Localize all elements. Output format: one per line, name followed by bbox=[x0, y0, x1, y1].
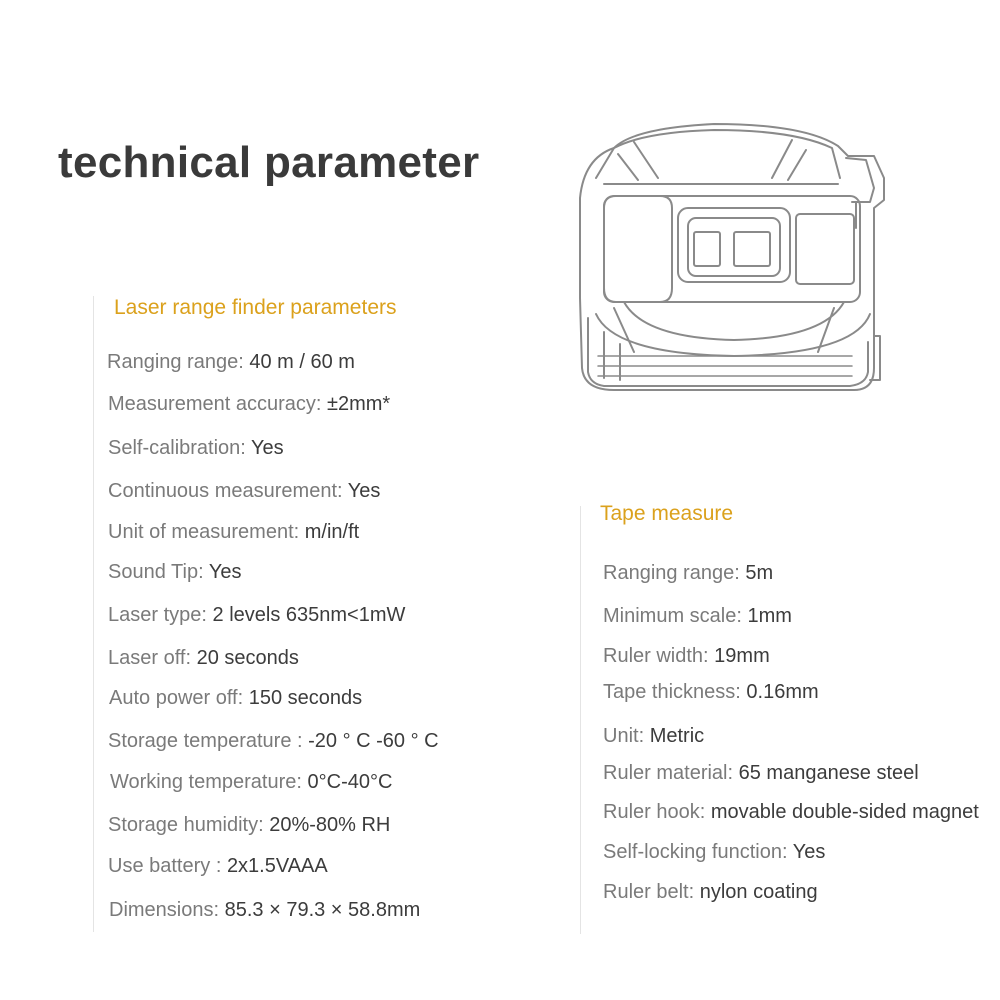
row-value: 2x1.5VAAA bbox=[226, 855, 328, 877]
row-value: Metric bbox=[649, 725, 705, 747]
row-value: Yes bbox=[208, 561, 242, 583]
row-label: Tape thickness: bbox=[603, 681, 747, 703]
row-value: ±2mm* bbox=[326, 393, 391, 415]
tape-section-divider bbox=[580, 506, 581, 934]
laser-row-ranging-range bbox=[107, 351, 355, 374]
row-value: 65 manganese steel bbox=[738, 762, 919, 784]
row-label: Unit of measurement: bbox=[108, 521, 305, 543]
page-title: technical parameter bbox=[58, 138, 480, 187]
laser-row-continuous bbox=[108, 480, 380, 503]
row-value: Yes bbox=[347, 480, 381, 502]
row-label: Use battery : bbox=[108, 855, 227, 877]
row-value: m/in/ft bbox=[304, 521, 360, 543]
tape-row-tape-thickness bbox=[603, 681, 819, 704]
row-label: Laser off: bbox=[108, 647, 197, 669]
tape-row-ruler-hook bbox=[603, 801, 979, 824]
row-label: Continuous measurement: bbox=[108, 480, 348, 502]
row-value: 150 seconds bbox=[248, 687, 363, 709]
tape-row-ruler-width bbox=[603, 645, 770, 668]
laser-row-laser-type bbox=[108, 604, 405, 627]
row-label: Minimum scale: bbox=[603, 605, 748, 627]
tape-section-heading: Tape measure bbox=[600, 502, 734, 525]
tape-row-unit bbox=[603, 725, 704, 748]
row-value: 1mm bbox=[747, 605, 792, 627]
laser-row-auto-power-off bbox=[109, 687, 362, 710]
row-label: Ranging range: bbox=[603, 562, 746, 584]
row-label: Storage humidity: bbox=[108, 814, 270, 836]
tape-row-minimum-scale bbox=[603, 605, 792, 628]
laser-row-accuracy bbox=[108, 393, 390, 416]
laser-row-sound-tip bbox=[108, 561, 241, 584]
row-label: Ruler material: bbox=[603, 762, 739, 784]
row-label: Ruler width: bbox=[603, 645, 715, 667]
row-label: Dimensions: bbox=[109, 899, 225, 921]
laser-row-laser-off bbox=[108, 647, 299, 670]
row-value: 5m bbox=[745, 562, 774, 584]
row-value: nylon coating bbox=[699, 881, 818, 903]
row-label: Laser type: bbox=[108, 604, 213, 626]
laser-row-unit bbox=[108, 521, 359, 544]
row-value: Yes bbox=[792, 841, 826, 863]
laser-row-self-calibration bbox=[108, 437, 284, 460]
laser-section-divider bbox=[93, 296, 94, 932]
tape-row-self-locking bbox=[603, 841, 825, 864]
row-label: Storage temperature : bbox=[108, 730, 309, 752]
row-value: 40 m / 60 m bbox=[249, 351, 355, 373]
tape-measure-icon bbox=[574, 118, 894, 408]
row-value: 20%-80% RH bbox=[269, 814, 391, 836]
laser-row-battery bbox=[108, 855, 328, 878]
laser-section-heading: Laser range finder parameters bbox=[114, 296, 397, 319]
row-value: movable double-sided magnet bbox=[710, 801, 979, 823]
tape-row-ranging-range bbox=[603, 562, 773, 585]
row-value: Yes bbox=[251, 437, 284, 459]
row-value: -20 ° C -60 ° C bbox=[308, 730, 439, 752]
row-label: Ruler hook: bbox=[603, 801, 711, 823]
row-label: Auto power off: bbox=[109, 687, 249, 709]
row-value: 85.3 × 79.3 × 58.8mm bbox=[224, 899, 421, 921]
row-value: 0°C-40°C bbox=[307, 771, 393, 793]
row-label: Self-locking function: bbox=[603, 841, 793, 863]
row-label: Ruler belt: bbox=[603, 881, 700, 903]
row-value: 19mm bbox=[714, 645, 770, 667]
row-label: Unit: bbox=[603, 725, 650, 747]
laser-row-working-temperature bbox=[110, 771, 392, 794]
row-value: 20 seconds bbox=[196, 647, 299, 669]
tape-row-ruler-belt bbox=[603, 881, 818, 904]
row-label: Measurement accuracy: bbox=[108, 393, 327, 415]
laser-row-storage-humidity bbox=[108, 814, 390, 837]
row-label: Ranging range: bbox=[107, 351, 250, 373]
row-label: Self-calibration: bbox=[108, 437, 252, 459]
row-label: Sound Tip: bbox=[108, 561, 209, 583]
row-value: 2 levels 635nm<1mW bbox=[212, 604, 406, 626]
tape-row-ruler-material bbox=[603, 762, 919, 785]
row-label: Working temperature: bbox=[110, 771, 308, 793]
laser-row-dimensions bbox=[109, 899, 420, 922]
laser-row-storage-temperature bbox=[108, 730, 439, 753]
row-value: 0.16mm bbox=[746, 681, 819, 703]
